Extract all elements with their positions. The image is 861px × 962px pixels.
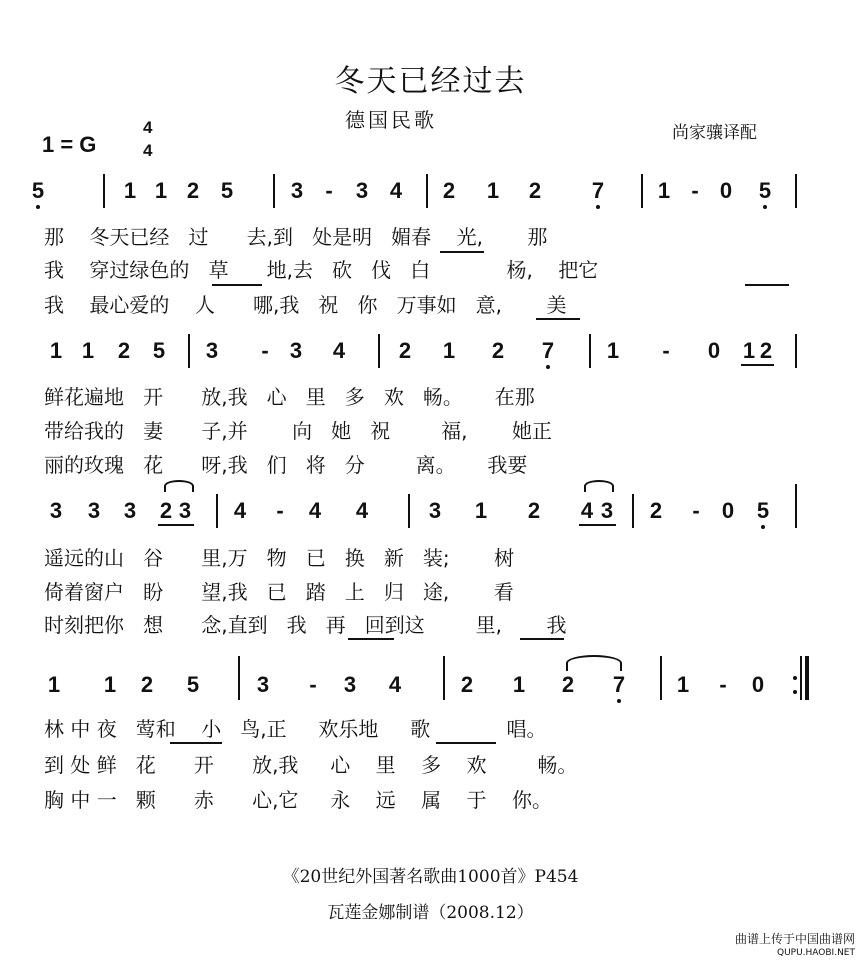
note: - (691, 178, 699, 203)
barline (238, 656, 240, 700)
slur-underline (440, 251, 484, 253)
note: 2 (398, 338, 412, 363)
low-octave-dot (761, 525, 765, 529)
note: 1 (606, 338, 620, 363)
note: 4 (389, 178, 403, 203)
slur-underline (536, 318, 580, 320)
low-octave-dot (36, 205, 40, 209)
time-signature (143, 116, 152, 162)
lyric-line: 丽的玫瑰 花 呀,我 们 将 分 离。 我要 (44, 453, 528, 477)
note: 1 (49, 338, 63, 363)
song-title: 冬天已经过去 (334, 64, 527, 99)
note: 2 (140, 672, 154, 697)
low-octave-dot (763, 205, 767, 209)
barline (378, 334, 380, 368)
note: 2 (491, 338, 505, 363)
repeat-barline-thin (800, 656, 802, 700)
note: 3 (600, 498, 614, 523)
barline (426, 174, 428, 208)
barline (103, 174, 105, 208)
slur-underline (520, 638, 564, 640)
note: - (692, 498, 700, 523)
note: - (662, 338, 670, 363)
barline (795, 174, 797, 208)
repeat-dot (793, 690, 797, 694)
lyric-line: 那 冬天已经 过 去,到 处是明 媚春 光, 那 (44, 225, 548, 249)
source-citation: 《20世纪外国著名歌曲1000首》P454 (282, 867, 579, 887)
note: 5 (758, 178, 772, 203)
note: 1 (474, 498, 488, 523)
watermark-text: 曲谱上传于中国曲谱网 (734, 932, 855, 946)
barline (660, 656, 662, 700)
note: 2 (460, 672, 474, 697)
lyric-line: 带给我的 妻 子,并 向 她 祝 福, 她正 (44, 419, 552, 443)
low-octave-dot (546, 365, 550, 369)
note: 2 (117, 338, 131, 363)
note: 3 (178, 498, 192, 523)
note: 1 (81, 338, 95, 363)
note: 3 (123, 498, 137, 523)
note: 2 (527, 498, 541, 523)
note: 5 (152, 338, 166, 363)
repeat-barline-thick (805, 656, 809, 700)
note: 7 (541, 338, 555, 363)
note: 7 (591, 178, 605, 203)
note: 3 (428, 498, 442, 523)
note: 3 (87, 498, 101, 523)
low-octave-dot (617, 699, 621, 703)
lyric-line: 时刻把你 想 念,直到 我 再 回到这 里, 我 (44, 613, 567, 637)
note: 4 (580, 498, 594, 523)
lyric-line: 我 穿过绿色的 草 地,去 砍 伐 白 杨, 把它 (44, 258, 599, 282)
lyric-line: 胸 中 一 颗 赤 心,它 永 远 属 于 你。 (44, 788, 552, 812)
note: 1 (47, 672, 61, 697)
note: 0 (721, 498, 735, 523)
lyric-line: 遥远的山 谷 里,万 物 已 换 新 装; 树 (44, 546, 515, 570)
time-signature-top: 4 (143, 118, 153, 137)
note: - (309, 672, 317, 697)
barline (641, 174, 643, 208)
barline (443, 656, 445, 700)
note: 1 (486, 178, 500, 203)
note: 0 (719, 178, 733, 203)
slur-underline (212, 284, 262, 286)
lyric-line: 林 中 夜 莺和 小 鸟,正 欢乐地 歌 唱。 (44, 717, 547, 741)
note: 1 (123, 178, 137, 203)
note: 3 (289, 338, 303, 363)
lyric-line: 倚着窗户 盼 望,我 已 踏 上 归 途, 看 (44, 580, 514, 604)
slur-underline (348, 638, 394, 640)
note: - (276, 498, 284, 523)
note: - (261, 338, 269, 363)
note: 3 (256, 672, 270, 697)
note: 3 (205, 338, 219, 363)
note: 2 (159, 498, 173, 523)
key-signature: 1 = G (42, 132, 97, 157)
note: 1 (154, 178, 168, 203)
note: 2 (186, 178, 200, 203)
eighth-beam (579, 524, 616, 526)
song-origin: 德国民歌 (345, 108, 437, 132)
eighth-beam (158, 524, 194, 526)
note: 4 (332, 338, 346, 363)
note: 2 (528, 178, 542, 203)
barline (216, 494, 218, 528)
repeat-dot (793, 676, 797, 680)
slur-underline (436, 742, 496, 744)
transcriber-credit: 瓦莲金娜制谱（2008.12） (327, 903, 534, 923)
lyric-line: 我 最心爱的 人 哪,我 祝 你 万事如 意, 美 (44, 293, 567, 317)
note: 0 (707, 338, 721, 363)
slur-underline (745, 284, 789, 286)
lyric-line: 到 处 鲜 花 开 放,我 心 里 多 欢 畅。 (44, 753, 578, 777)
note: 0 (751, 672, 765, 697)
barline (589, 334, 591, 368)
tie-arc (566, 655, 622, 671)
note: 3 (343, 672, 357, 697)
lyric-line: 鲜花遍地 开 放,我 心 里 多 欢 畅。 在那 (44, 385, 535, 409)
tie-arc (164, 480, 194, 492)
note: 3 (49, 498, 63, 523)
note: 3 (355, 178, 369, 203)
tie-arc (584, 480, 614, 492)
barline (408, 494, 410, 528)
note: 4 (355, 498, 369, 523)
note: - (325, 178, 333, 203)
barline (795, 484, 797, 528)
barline (188, 334, 190, 368)
note: 4 (233, 498, 247, 523)
note: 5 (220, 178, 234, 203)
note: 2 (561, 672, 575, 697)
note: 1 (676, 672, 690, 697)
note: 1 (742, 338, 756, 363)
note: 2 (442, 178, 456, 203)
note: 5 (756, 498, 770, 523)
eighth-beam (741, 364, 774, 366)
barline (795, 334, 797, 368)
note: - (719, 672, 727, 697)
note: 2 (759, 338, 773, 363)
note: 4 (308, 498, 322, 523)
low-octave-dot (596, 205, 600, 209)
slur-underline (170, 742, 222, 744)
note: 2 (649, 498, 663, 523)
barline (273, 174, 275, 208)
note: 5 (186, 672, 200, 697)
note: 3 (290, 178, 304, 203)
note: 7 (612, 672, 626, 697)
note: 1 (512, 672, 526, 697)
time-signature-bottom: 4 (143, 141, 153, 160)
watermark (735, 932, 855, 960)
note: 4 (388, 672, 402, 697)
note: 1 (442, 338, 456, 363)
note: 5 (31, 178, 45, 203)
note: 1 (103, 672, 117, 697)
barline (632, 494, 634, 528)
note: 1 (657, 178, 671, 203)
watermark-site: QUPU.HAOBI.NET (776, 948, 855, 958)
arranger-credit: 尚家骧译配 (672, 123, 757, 143)
